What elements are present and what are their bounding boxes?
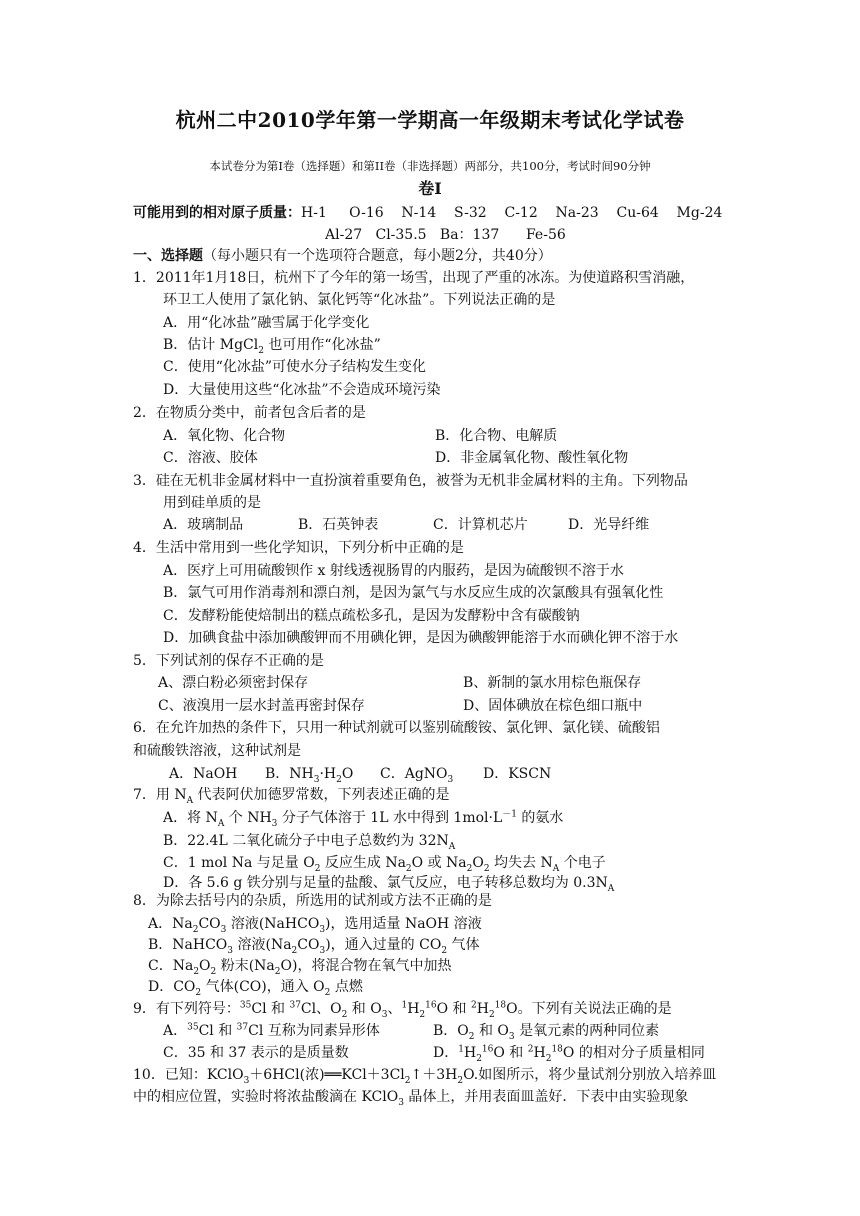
q3-stem-line2: 用到硅单质的是 <box>163 495 261 511</box>
q6-stem-line2: 和硫酸铁溶液，这种试剂是 <box>133 743 301 759</box>
q5-option-d: D、固体碘放在棕色细口瓶中 <box>463 698 643 714</box>
q3-option-c: C．计算机芯片 <box>433 517 528 533</box>
q4-option-d: D．加碘食盐中添加碘酸钾而不用碘化钾，是因为碘酸钾能溶于水而碘化钾不溶于水 <box>163 630 679 646</box>
volume-heading: 卷Ⅰ <box>418 179 442 198</box>
q5-option-a: A、漂白粉必须密封保存 <box>158 675 309 691</box>
exam-notice: 本试卷分为第I卷（选择题）和第II卷（非选择题）两部分，共100分，考试时间90分钟 <box>209 159 651 173</box>
q4-option-a: A．医疗上可用硫酸钡作 x 射线透视肠胃的内服药，是因为硫酸钡不溶于水 <box>163 563 624 579</box>
q9-option-a: A．$^{35}$Cl 和 $^{37}$Cl 互称为同素异形体 <box>163 1022 380 1039</box>
q3-option-d: D．光导纤维 <box>568 517 650 533</box>
q10-stem-line1: 10．已知：KClO$_3$＋6HCl(浓)$══KCl+3Cl_2↑+3H_2O$.如图所示，将少量试剂分别放入培养皿 <box>133 1067 717 1086</box>
q3-stem-line1: 3．硅在无机非金属材料中一直扮演着重要角色，被誉为无机非金属材料的主角。下列物品 <box>133 473 688 489</box>
q8-option-a: A．$Na_2CO_3$ 溶液(NaHCO$_3$)，选用适量 NaOH 溶液 <box>148 916 482 935</box>
q6-option-a: A．NaOH <box>169 766 238 782</box>
q3-option-a: A．玻璃制品 <box>163 517 244 533</box>
q2-option-d: D．非金属氧化物、酸性氧化物 <box>435 450 629 466</box>
q7-option-b: B．22.4L 二氧化硫分子中电子总数约为 $32N_A$ <box>163 833 456 852</box>
q2-stem: 2．在物质分类中，前者包含后者的是 <box>133 405 366 421</box>
q6-option-d: D．KSCN <box>483 766 552 782</box>
q4-stem: 4．生活中常用到一些化学知识，下列分析中正确的是 <box>133 540 464 556</box>
page-title: 杭州二中2010学年第一学期高一年级期末考试化学试卷 <box>175 108 685 132</box>
atomic-masses-row1 <box>133 202 722 224</box>
q2-option-c: C．溶液、胶体 <box>163 450 258 466</box>
q9-stem: 9．有下列符号：$^{35}$Cl 和 $^{37}$Cl、$O_2$ 和 $O_3$、$^1H_2^{16}O$ 和 $^2H_2^{18}O$。下列有关说法正确的是 <box>133 1000 672 1020</box>
q1-stem-line1: 1．2011年1月18日，杭州下了今年的第一场雪，出现了严重的冰冻。为使道路积雪消融， <box>133 270 695 286</box>
q2-option-a: A．氧化物、化合物 <box>163 428 286 444</box>
q10-stem-line2: 中的相应位置，实验时将浓盐酸滴在 KClO$_3$ 晶体上，并用表面皿盖好．下表中由实验现象 <box>133 1089 689 1108</box>
q8-option-c: C．$Na_2O_2$ 粉末$(Na_2O)$，将混合物在氧气中加热 <box>148 958 452 977</box>
q7-option-c: C．1 mol Na 与足量 $O_2$ 反应生成 $Na_2O$ 或 $Na_2O_2$ 均失去 $N_A$ 个电子 <box>163 855 606 874</box>
q5-option-b: B、新制的氯水用棕色瓶保存 <box>463 675 642 691</box>
q6-option-c: C．AgNO$_3$ <box>380 766 454 785</box>
q9-option-c: C．35 和 37 表示的是质量数 <box>163 1045 349 1061</box>
q9-option-d: D．$^1H_2^{16}O$ 和 $^2H_2^{18}O$ 的相对分子质量相同 <box>433 1044 705 1064</box>
q8-stem: 8．为除去括号内的杂质，所选用的试剂或方法不正确的是 <box>133 893 492 909</box>
q8-option-d: D．$CO_2$ 气体(CO)，通入 $O_2$ 点燃 <box>148 979 363 998</box>
q1-option-c: C．使用“化冰盐”可使水分子结构发生变化 <box>163 359 427 375</box>
atomic-masses-row2: Al-27 Cl-35.5 Ba：137 Fe-56 <box>325 227 566 243</box>
q5-stem: 5．下列试剂的保存不正确的是 <box>133 653 324 669</box>
q1-option-a: A．用“化冰盐”融雪属于化学变化 <box>163 315 370 331</box>
q1-option-b: B．估计 MgCl$_2$ 也可用作“化冰盐” <box>163 337 381 356</box>
q5-option-c: C、液溴用一层水封盖再密封保存 <box>158 698 365 714</box>
q1-stem-line2: 环卫工人使用了氯化钠、氯化钙等“化冰盐”。下列说法正确的是 <box>163 292 556 308</box>
q8-option-b: B．NaHCO$_3$ 溶液$(Na_2CO_3)$，通入过量的 $CO_2$ 气体 <box>148 937 480 956</box>
q9-option-b: B．$O_2$ 和 $O_3$ 是氧元素的两种同位素 <box>433 1023 660 1042</box>
q6-option-b: B．$NH_3\cdot H_2O$ <box>265 766 354 785</box>
q7-stem: 7．用 $N_A$ 代表阿伏加德罗常数，下列表述正确的是 <box>133 787 450 806</box>
q7-option-a: A．将 $N_A$ 个 $NH_3$ 分子气体溶于 1L 水中得到 $1mol\cdot L^{-1}$ 的氨水 <box>163 809 564 829</box>
atomic-masses-values1: H-1 O-16 N-14 S-32 C-12 Na-23 Cu-64 Mg-24 <box>301 205 723 221</box>
section-desc: （每小题只有一个选项符合题意，每小题2分，共40分） <box>203 248 552 264</box>
q4-option-c: C．发酵粉能使焙制出的糕点疏松多孔，是因为发酵粉中含有碳酸钠 <box>163 608 580 624</box>
q6-stem-line1: 6．在允许加热的条件下，只用一种试剂就可以鉴别硫酸铵、氯化钾、氯化镁、硫酸铝 <box>133 720 660 736</box>
q4-option-b: B．氯气可用作消毒剂和漂白剂，是因为氯气与水反应生成的次氯酸具有强氧化性 <box>163 585 664 601</box>
section-title: 一、选择题 <box>133 248 203 264</box>
atomic-masses-label: 可能用到的相对原子质量： <box>133 205 301 221</box>
q2-option-b: B．化合物、电解质 <box>435 428 558 444</box>
q3-option-b: B．石英钟表 <box>298 517 379 533</box>
q7-option-d: D．各 5.6 g 铁分别与足量的盐酸、氯气反应，电子转移总数均为 $0.3N_A$ <box>163 875 615 894</box>
section-heading <box>133 245 552 267</box>
q1-option-d: D．大量使用这些“化冰盐”不会造成环境污染 <box>163 382 441 398</box>
